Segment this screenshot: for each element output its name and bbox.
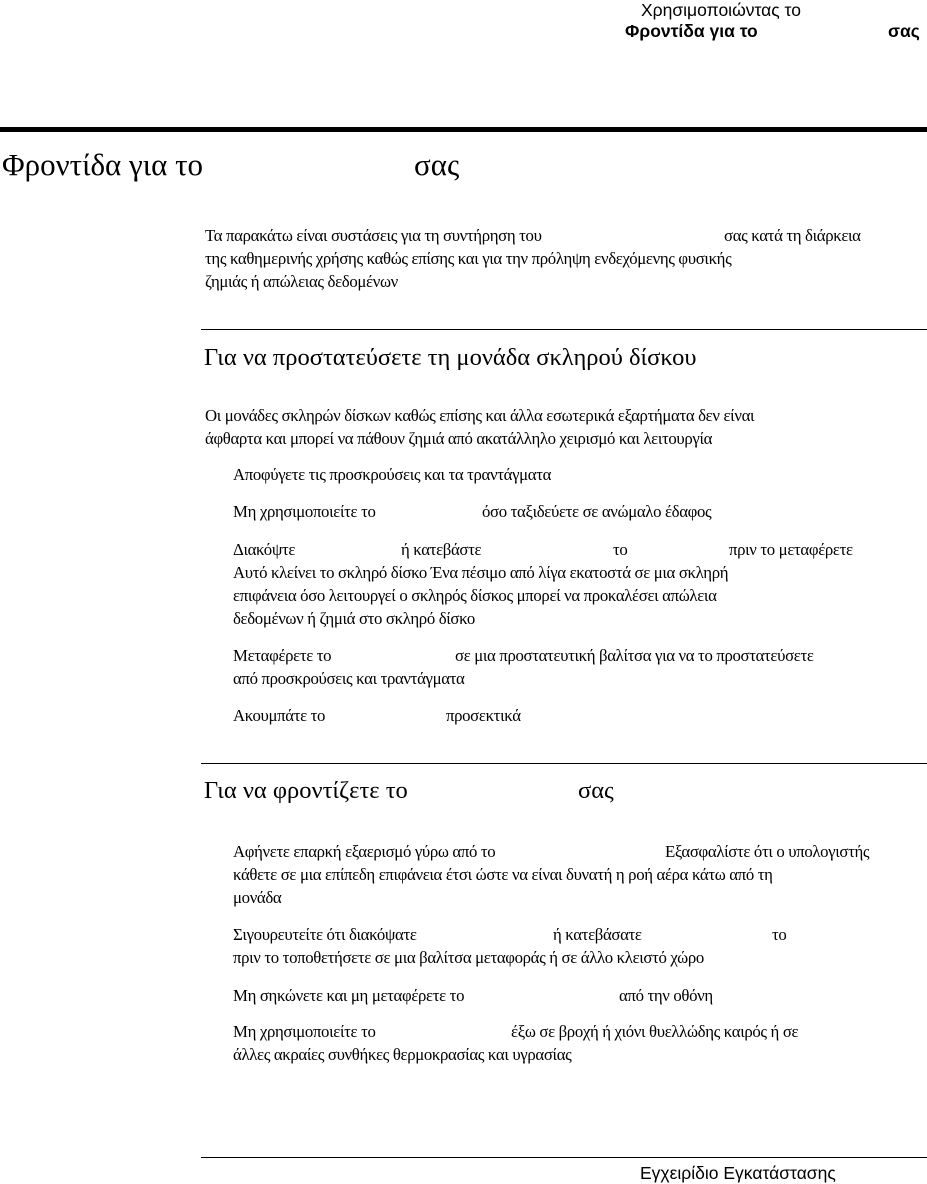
running-header-line1: Χρησιμοποιώντας το xyxy=(641,0,801,20)
list-item-continued: έξω σε βροχή ή χιόνι θυελλώδης καιρός ή σε xyxy=(511,1022,799,1041)
intro-text: Τα παρακάτω είναι συστάσεις για τη συντήρηση του xyxy=(205,226,542,245)
footer-manual-title: Εγχειρίδιο Εγκατάστασης xyxy=(640,1163,836,1183)
section1-intro-line: άφθαρτα και μπορεί να πάθουν ζημιά από ακατάλληλο χειρισμό και λειτουργία xyxy=(205,429,713,448)
list-item-continued: όσο ταξιδεύετε σε ανώμαλο έδαφος xyxy=(482,502,712,521)
section-heading-hard-disk: Για να προστατεύσετε τη μονάδα σκληρού δίσκου xyxy=(204,344,697,371)
list-item: Αποφύγετε τις προσκρούσεις και τα τραντάγματα xyxy=(233,465,552,484)
list-item: Ακουμπάτε το xyxy=(233,706,326,725)
intro-text: της καθημερινής χρήσης καθώς επίσης και για την πρόληψη ενδεχόμενης φυσικής xyxy=(205,249,732,268)
list-item-continued: ή κατεβάσατε xyxy=(553,925,642,944)
list-item-continued: προσεκτικά xyxy=(446,706,521,725)
list-item-line: από προσκρούσεις και τραντάγματα xyxy=(233,669,465,688)
running-header-line2-end: σας xyxy=(888,21,920,41)
list-item: Αφήνετε επαρκή εξαερισμό γύρω από το xyxy=(233,842,496,861)
list-item-line: κάθετε σε μια επίπεδη επιφάνεια έτσι ώστε να είναι δυνατή η ροή αέρα κάτω από τη xyxy=(233,865,773,884)
intro-text: ζημιάς ή απώλειας δεδομένων xyxy=(205,272,398,291)
list-item: Μη χρησιμοποιείτε το xyxy=(233,1022,376,1041)
list-item-continued: ή κατεβάστε xyxy=(401,540,482,559)
list-item-continued: από την οθόνη xyxy=(619,986,713,1005)
list-item-line: άλλες ακραίες συνθήκες θερμοκρασίας και υγρασίας xyxy=(233,1045,572,1064)
intro-line xyxy=(205,249,731,269)
intro-line xyxy=(205,226,542,246)
footer-rule xyxy=(201,1157,927,1158)
list-item-continued: το xyxy=(613,540,628,559)
list-item-continued: πριν το μεταφέρετε xyxy=(729,540,853,559)
intro-line-continued xyxy=(724,226,861,246)
list-item-line: μονάδα xyxy=(233,888,282,907)
list-item-line: επιφάνεια όσο λειτουργεί ο σκληρός δίσκος μπορεί να προκαλέσει απώλεια xyxy=(233,586,717,605)
list-item-continued: Εξασφαλίστε ότι ο υπολογιστής xyxy=(665,842,870,861)
section-rule xyxy=(201,763,927,764)
running-header-line2-start: Φροντίδα για το xyxy=(625,21,758,41)
section-heading-care-end: σας xyxy=(578,777,614,804)
list-item: Σιγουρευτείτε ότι διακόψατε xyxy=(233,925,417,944)
section-heading-care-start: Για να φροντίζετε το xyxy=(204,777,408,804)
intro-line xyxy=(205,272,398,292)
chapter-title-end: σας xyxy=(414,147,460,182)
intro-text: σας κατά τη διάρκεια xyxy=(724,226,861,245)
list-item: Μεταφέρετε το xyxy=(233,646,332,665)
list-item: Διακόψτε xyxy=(233,540,296,559)
list-item-line: πριν το τοποθετήσετε σε μια βαλίτσα μεταφοράς ή σε άλλο κλειστό χώρο xyxy=(233,948,704,967)
section1-intro-line: Οι μονάδες σκληρών δίσκων καθώς επίσης και άλλα εσωτερικά εξαρτήματα δεν είναι xyxy=(205,406,755,425)
list-item: Μη χρησιμοποιείτε το xyxy=(233,502,376,521)
list-item: Μη σηκώνετε και μη μεταφέρετε το xyxy=(233,986,465,1005)
list-item-continued: σε μια προστατευτική βαλίτσα για να το προστατεύσετε xyxy=(455,646,814,665)
chapter-title-start: Φροντίδα για το xyxy=(2,147,204,182)
chapter-rule xyxy=(0,127,927,132)
list-item-line: Αυτό κλείνει το σκληρό δίσκο Ένα πέσιμο από λίγα εκατοστά σε μια σκληρή xyxy=(233,563,729,582)
section-rule xyxy=(201,329,927,330)
list-item-continued: το xyxy=(772,925,787,944)
list-item-line: δεδομένων ή ζημιά στο σκληρό δίσκο xyxy=(233,609,475,628)
